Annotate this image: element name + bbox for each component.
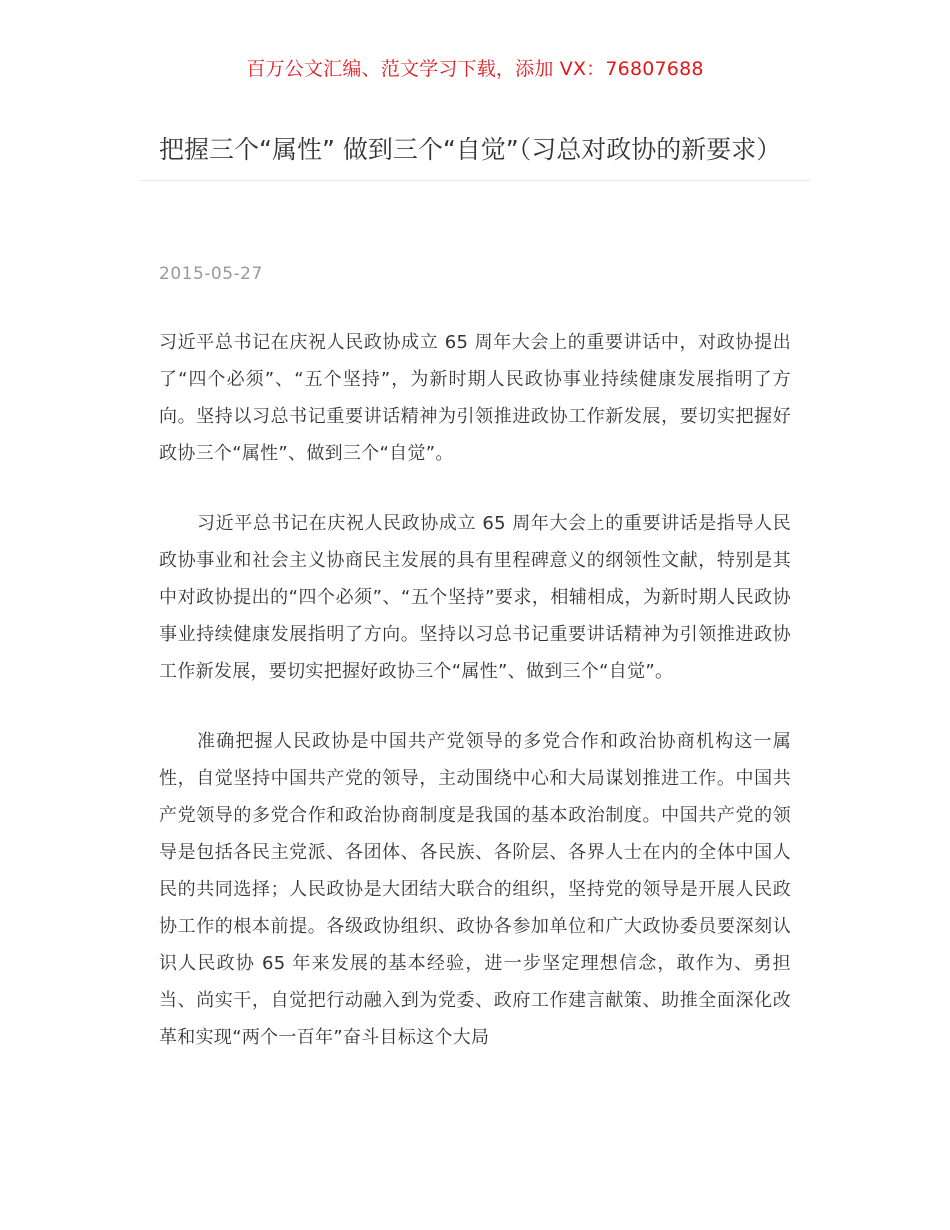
publish-date: 2015-05-27 bbox=[159, 264, 263, 284]
article-header bbox=[140, 132, 810, 181]
paragraph-1: 习近平总书记在庆祝人民政协成立 65 周年大会上的重要讲话中，对政协提出了“四个必须”、“五个坚持”，为新时期人民政协事业持续健康发展指明了方向。坚持以习总书记重要讲话精神为引领推进政协工作新发展，要切实把握好政协三个“属性”、做到三个“自觉”。 bbox=[159, 332, 791, 464]
paragraph-2: 习近平总书记在庆祝人民政协成立 65 周年大会上的重要讲话是指导人民政协事业和社会主义协商民主发展的具有里程碑意义的纲领性文献，特别是其中对政协提出的“四个必须”、“五个坚持”要求，相辅相成，为新时期人民政协事业持续健康发展指明了方向。坚持以习总书记重要讲话精神为引领推进政协工作新发展，要切实把握好政协三个“属性”、做到三个“自觉”。 bbox=[159, 513, 791, 682]
promo-banner: 百万公文汇编、范文学习下载，添加 VX：76807688 bbox=[246, 58, 704, 80]
article-body bbox=[159, 324, 791, 1089]
paragraph-3: 准确把握人民政协是中国共产党领导的多党合作和政治协商机构这一属性，自觉坚持中国共产党的领导，主动围绕中心和大局谋划推进工作。中国共产党领导的多党合作和政治协商制度是我国的基本政治制度。中国共产党的领导是包括各民主党派、各团体、各民族、各阶层、各界人士在内的全体中国人民的共同选择；人民政协是大团结大联合的组织，坚持党的领导是开展人民政协工作的根本前提。各级政协组织、政协各参加单位和广大政协委员要深刻认识人民政协 65 年来发展的基本经验，进一步坚定理想信念，敢作为、勇担当、尚实干，自觉把行动融入到为党委、政府工作建言献策、助推全面深化改革和实现“两个一百年”奋斗目标这个大局 bbox=[159, 731, 791, 1048]
article-title: 把握三个“属性” 做到三个“自觉”（习总对政协的新要求） bbox=[159, 135, 782, 164]
